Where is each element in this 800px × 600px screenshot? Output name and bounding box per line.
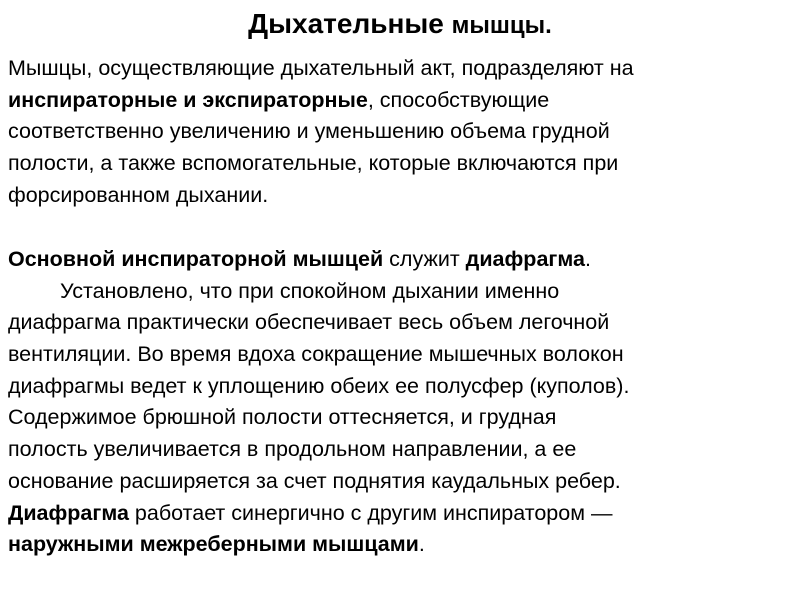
text-line: Содержимое брюшной полости оттесняется, и грудная — [8, 405, 557, 430]
text-line: соответственно увеличению и уменьшению объема грудной — [8, 119, 610, 144]
paragraph-diaphragm — [8, 244, 794, 561]
text-line: Мышцы, осуществляющие дыхательный акт, подразделяют на — [8, 56, 634, 80]
text-fragment: , способствующие — [367, 87, 550, 112]
text-line — [8, 498, 794, 530]
text-line: вентиляции. Во время вдоха сокращение мышечных волокон — [8, 342, 624, 367]
paragraph-muscle-classification — [8, 53, 794, 211]
bold-term: Основной инспираторной мышцей — [8, 247, 384, 271]
bold-term: инспираторные и экспираторные — [8, 87, 368, 112]
text-line: форсированном дыхании. — [8, 182, 269, 207]
text-line — [8, 244, 794, 276]
text-fragment: служит — [383, 247, 466, 271]
text-fragment: . — [418, 532, 425, 557]
text-line: полость увеличивается в продольном направлении, а ее — [8, 437, 577, 462]
text-line: Установлено, что при спокойном дыхании именно — [60, 278, 560, 303]
text-line: основание расширяется за счет поднятия каудальных ребер. — [8, 468, 621, 493]
text-line: диафрагма практически обеспечивает весь объем легочной — [8, 310, 610, 335]
text-fragment: . — [584, 247, 591, 271]
text-line — [8, 529, 794, 561]
title-main-word: Дыхательные — [248, 8, 444, 39]
slide-title — [0, 6, 800, 44]
text-fragment: работает синергично с другим инспиратором — — [128, 500, 613, 525]
title-second-word: мышцы. — [451, 12, 552, 39]
text-line — [8, 85, 794, 117]
bold-term: наружными межреберными мышцами — [8, 532, 419, 557]
text-line: диафрагмы ведет к уплощению обеих ее полусфер (куполов). — [8, 373, 630, 398]
bold-term: диафрагма — [465, 247, 585, 271]
text-line: полости, а также вспомогательные, которые включаются при — [8, 151, 619, 176]
bold-term: Диафрагма — [8, 500, 129, 525]
